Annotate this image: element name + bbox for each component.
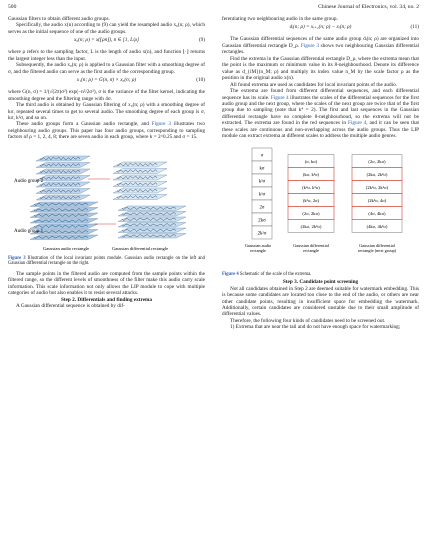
diff-next-label: (2kσ, 2k²σ) — [366, 171, 388, 177]
figure-3-graphic — [8, 144, 205, 256]
label-group1: Audio group 1 — [14, 228, 44, 234]
text-span: , and it can be seen that these scales are continuous and non-overlapping across the audio groups. Thus the LIP module can extract extrema at different scales to address the multiple audio genres. — [222, 120, 419, 140]
diff-next-label: (2k³σ, 4σ) — [367, 197, 387, 203]
waveform-plate — [113, 181, 167, 186]
waveform-plate — [113, 188, 167, 193]
paragraph: All found extrema are used as candidates for local invariant points of the audio. — [230, 81, 398, 88]
label-group2: Audio group 2 — [14, 178, 44, 184]
diff-label: (k³σ, 2σ) — [302, 197, 320, 203]
fig4-column-caption: rectangle — [250, 247, 266, 253]
page-number: 500 — [8, 4, 17, 10]
text-span: The extrema are found from different differential sequences, and each differential sequence has its scale. — [222, 88, 419, 101]
text-span: shows two neighbouring Gaussian differential rectangles. — [222, 42, 419, 56]
paragraph: where ρ refers to the sampling factor, L is the length of audio x(n), and function ⌊·⌋ returns the largest integer less than the input. — [8, 49, 205, 62]
equation-text: x₀(n; ρ) = x(⌊ρn⌋), n ∈ [1, L/ρ] — [73, 37, 140, 44]
equation-number: (10) — [196, 77, 205, 84]
figure-link[interactable]: Figure 4 — [347, 120, 367, 127]
page-header — [8, 4, 419, 14]
equation-number: (9) — [198, 37, 205, 44]
paragraph — [222, 88, 419, 140]
waveform-plate — [118, 211, 186, 216]
paragraph: ferentiating two neighbouring audio in the same group. — [222, 16, 338, 22]
section-heading-step2: Step 2. Differentials and finding extrema — [60, 296, 153, 303]
diff-next-label: (2σ, 2kσ) — [368, 158, 386, 164]
figure-link[interactable]: Figure 4 — [270, 94, 289, 101]
waveform-plate — [118, 217, 186, 222]
paragraph: Not all candidates obtained in Step 2 are deemed suitable for watermark embedding. This is because some candidates are located too close to the end of the audio, or others are near other candidate points, resulting in insufficient space for embedding the watermark. Additionally, certain candidates are considered unstable due to their small amplitude of differential values. — [222, 285, 419, 318]
paragraph: 1) Extrema that are near the tail and do not have enough space for watermarking; — [230, 324, 401, 331]
waveform-plate — [118, 222, 186, 227]
paragraph: Gaussian filters to obtain different audio groups. — [8, 16, 110, 22]
figure-4 — [222, 144, 419, 272]
text-span: illustrates two neighbouring audio groups. This paper has four audio groups, corresponding to sampling factors of ρ = 1, 2, 4, 8; there are seven audio in each group, where k = 2^0.25 and σ = 15. — [8, 121, 205, 141]
paragraph: Therefore, the following four kinds of candidates need to be screened out. — [230, 317, 386, 324]
figure-link[interactable]: Figure 3 — [151, 121, 171, 128]
figure-link[interactable]: Figure 3 — [300, 42, 319, 49]
fig4-column-caption: rectangle (next group) — [357, 247, 397, 253]
scale-label: σ — [260, 153, 264, 159]
scale-label: k²σ — [258, 179, 266, 185]
waveform-plate — [113, 168, 167, 173]
equation-9 — [8, 37, 205, 47]
diff-label: (kσ, k²σ) — [302, 171, 320, 177]
paragraph — [8, 121, 205, 140]
waveform-plate — [118, 228, 186, 233]
figure-4-graphic — [222, 144, 419, 272]
waveform-plate — [118, 233, 186, 238]
waveform-plate — [113, 194, 167, 199]
left-column — [8, 16, 205, 310]
waveform-plate — [113, 162, 167, 167]
equation-number: (11) — [410, 24, 419, 31]
equation-text: x₁(n; ρ) = G(n, σ) × x₀(n; ρ) — [76, 77, 137, 84]
scale-label: 2k²σ — [257, 231, 267, 237]
figure-4-caption — [222, 272, 419, 278]
diff-label: (σ, kσ) — [304, 158, 318, 164]
fig4-column-caption: Gaussian differential — [359, 242, 395, 248]
caption-label: Figure 4 — [222, 271, 239, 277]
fig4-column-caption: Gaussian differential — [293, 242, 329, 248]
waveform-plate — [30, 224, 98, 229]
figure-3 — [8, 144, 205, 256]
waveform-plate — [36, 195, 90, 200]
waveform-plate — [36, 156, 90, 161]
scale-label: k³σ — [258, 192, 266, 198]
waveform-plate — [36, 175, 90, 180]
waveform-plate — [113, 175, 167, 180]
right-column — [222, 16, 419, 331]
fig4-column-caption: rectangle — [303, 247, 319, 253]
caption-text: Schematic of the scale of the extrema. — [238, 271, 312, 277]
scale-label: kσ — [259, 166, 265, 172]
paragraph: The sample points in the filtered audio are computed from the sample points within the filtered range, so the different levels of smoothness of the filter make this audio carry scale information. This scale information not only allows the LIP module to cope with multiple categories of audio but also enables it to resist several attacks. — [8, 270, 205, 297]
caption-label: Figure 3 — [8, 255, 26, 261]
waveform-plate — [118, 206, 186, 211]
diff-label: (2σ, 2kσ) — [302, 210, 320, 216]
waveform-plate — [30, 213, 98, 218]
waveform-plate — [30, 207, 98, 212]
figure-3-caption — [8, 256, 205, 267]
fig3-caption-left: Gaussian audio rectangle — [42, 245, 90, 251]
paragraph: Specifically, the audio x(n) according to (9) can yield the resampled audio x₀(n; ρ), which serves as the initial sequence of one of the audio groups. — [8, 22, 205, 35]
waveform-plate — [36, 162, 90, 167]
section-heading-step3: Step 3. Candidate point screening — [282, 279, 359, 286]
waveform-plate — [30, 202, 98, 207]
text-span: The Gaussian differential sequences of the same audio group dᵢ(n; ρ) are organized into Gaussian differential rectangle D_ρ. — [222, 36, 419, 49]
fig4-column-caption: Gaussian audio — [244, 242, 272, 248]
waveform-plate — [36, 188, 90, 193]
paragraph: The third audio is obtained by Gaussian filtering of x₀(n; ρ) with a smoothing degree of kσ, repeated several times to get to several audio. The smoothing degree of each group is σ, kσ, k²σ, and so on. — [8, 102, 205, 121]
equation-text: dᵢ(n; ρ) = xᵢ₊₁(n; ρ) − xᵢ(n; ρ) — [289, 24, 352, 31]
diff-next-label: (2k²σ, 2k³σ) — [365, 184, 389, 190]
waveform-plate — [36, 169, 90, 174]
waveform-plate — [30, 235, 98, 240]
caption-text: Illustration of the local invariant points module. Gaussian audio rectangle on the left and Gaussian differential rectangle on the right. — [8, 255, 205, 267]
fig3-caption-right: Gaussian differential rectangle — [111, 245, 169, 251]
diff-next-label: (4kσ, 4k²σ) — [366, 223, 388, 229]
equation-10 — [8, 77, 205, 87]
scale-label: 2σ — [259, 205, 265, 211]
paragraph — [222, 36, 419, 55]
text-span: These audio groups form a Gaussian audio rectangle, and — [16, 121, 152, 128]
diff-label: (2kσ, 2k²σ) — [300, 223, 322, 229]
text-span: illustrates the scales of the differential sequences for the first audio group and the next group, where the scales of the next group are twice that of the first group due to sampling (note that k⁴ = 2). The first and last sequences in the Gaussian differential rectangle have no complete 8-neighbourhood, so the extrema will not be extracted. The extrema are found in the red sequences in — [222, 94, 419, 127]
equation-11 — [222, 24, 419, 34]
paragraph: where G(n, σ) = 1/(√(2π)σ²) exp(−n²/2σ²), σ is the variance of the filter kernel, indicating the smoothing degree and the filtering range with 4σ. — [8, 89, 205, 102]
paragraph: A Gaussian differential sequence is obtained by dif- — [16, 303, 125, 310]
journal-title: Chinese Journal of Electronics, vol. 34, no. 2 — [318, 4, 419, 10]
paragraph: Find the extrema in the Gaussian differential rectangle D_ρ, where the extrema mean that the point is the maximum or minimum value in its 8-neighbourhood. Denote its difference value as d_{iM}(n_M; ρ) and multiply its index value n_M by the scale factor ρ as the position in the original audio x(n). — [222, 55, 419, 82]
diff-next-label: (4σ, 4kσ) — [368, 210, 386, 216]
waveform-plate — [36, 182, 90, 187]
waveform-plate — [30, 218, 98, 223]
scale-label: 2kσ — [258, 218, 266, 224]
diff-label: (k²σ, k³σ) — [302, 184, 320, 190]
paragraph: Subsequently, the audio x₀(n; ρ) is applied to a Gaussian filter with a smoothing degree of σ, and the filtered audio can serve as the first audio of the corresponding group. — [8, 62, 205, 75]
